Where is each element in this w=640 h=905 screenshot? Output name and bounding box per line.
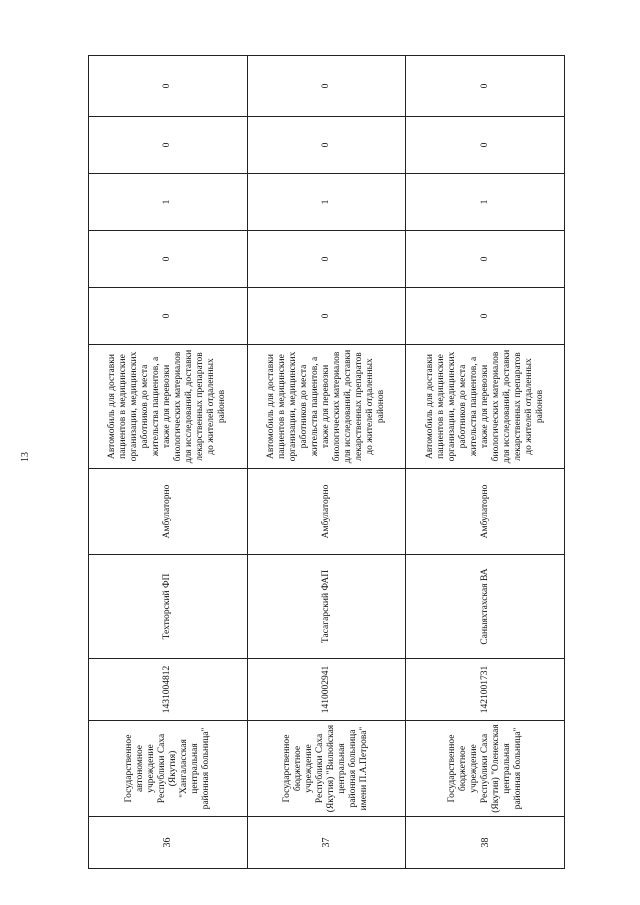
care-mode: Амбулаторно [89,469,248,555]
value-cell: 1 [406,174,565,231]
vehicles-table [88,55,565,869]
rotated-table-sheet [88,56,565,869]
value-cell: 0 [247,288,406,345]
value-cell: 0 [89,56,248,117]
value-cell: 1 [247,174,406,231]
row-number: 37 [247,817,406,869]
value-cell: 0 [247,56,406,117]
organization-name: Государственное автономное учреждение Республики Саха (Якутия) "Хангаласская центральная районная больница" [89,721,248,817]
row-number: 38 [406,817,565,869]
value-cell: 0 [89,288,248,345]
unit-name: Техтюрский ФП [89,555,248,659]
table-rotator [88,56,565,869]
value-cell: 1 [89,174,248,231]
value-cell: 0 [406,117,565,174]
value-cell: 0 [406,231,565,288]
organization-name: Государственное бюджетное учреждение Республики Саха (Якутия) "Оленекская центральная районная больница" [406,721,565,817]
value-cell: 0 [247,117,406,174]
table-row [406,56,565,869]
table-row [247,56,406,869]
care-mode: Амбулаторно [406,469,565,555]
vehicle-purpose: Автомобиль для доставки пациентов в медицинские организации, медицинских работников до места жительства пациентов, а также для перевозки биологических материалов для исследований, доставки лекарственных препаратов до жителей отдаленных районов [247,345,406,469]
inn: 1410002941 [247,659,406,721]
unit-name: Саныяхтахская ВА [406,555,565,659]
value-cell: 0 [406,288,565,345]
unit-name: Тасагарский ФАП [247,555,406,659]
row-number: 36 [89,817,248,869]
value-cell: 0 [406,56,565,117]
table-row [89,56,248,869]
value-cell: 0 [89,117,248,174]
vehicle-purpose: Автомобиль для доставки пациентов в медицинские организации, медицинских работников до места жительства пациентов, а также для перевозки биологических материалов для исследований, доставки лекарственных препаратов до жителей отдаленных районов [406,345,565,469]
vehicle-purpose: Автомобиль для доставки пациентов в медицинские организации, медицинских работников до места жительства пациентов, а также для перевозки биологических материалов для исследований, доставки лекарственных препаратов до жителей отдаленных районов [89,345,248,469]
care-mode: Амбулаторно [247,469,406,555]
inn: 1421001731 [406,659,565,721]
organization-name: Государственное бюджетное учреждение Республики Саха (Якутия) "Вилюйская центральная районная больница имени П.А.Петрова" [247,721,406,817]
value-cell: 0 [89,231,248,288]
page-number: 13 [20,452,31,462]
inn: 1431004812 [89,659,248,721]
value-cell: 0 [247,231,406,288]
